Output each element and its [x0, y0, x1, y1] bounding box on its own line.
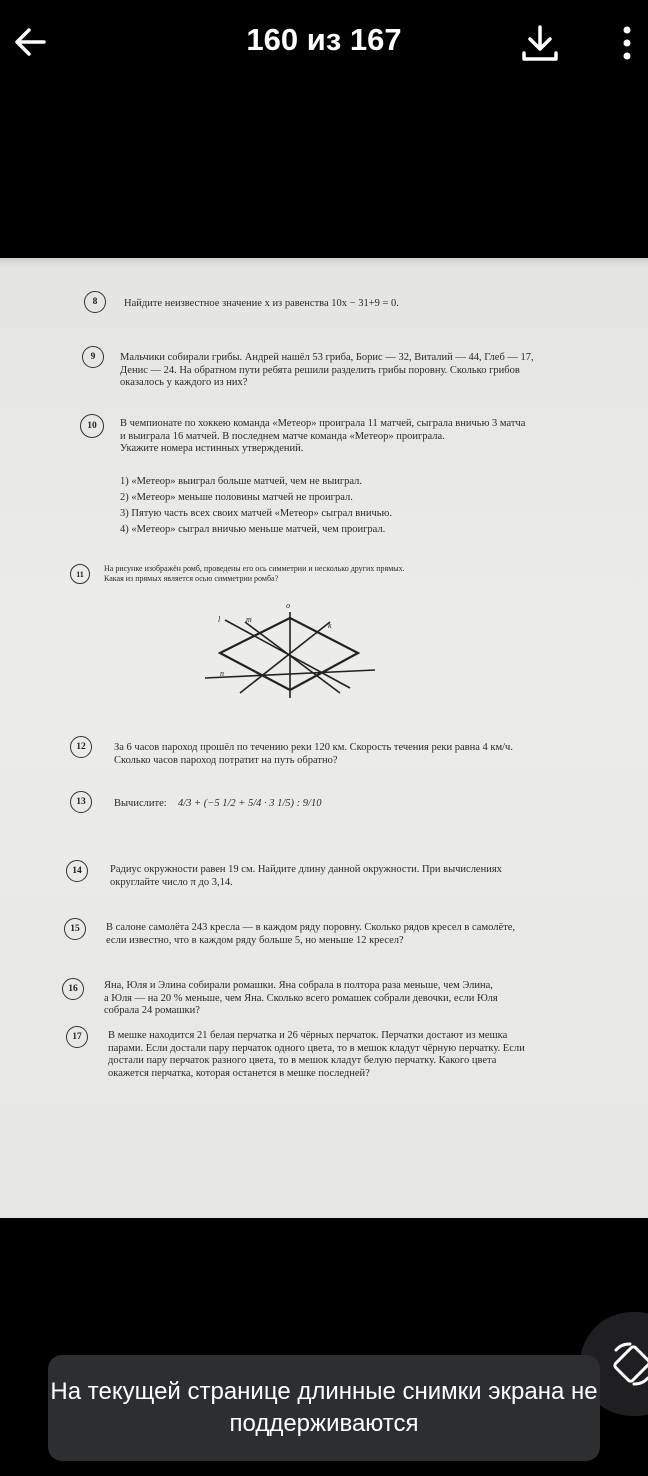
top-app-bar	[0, 0, 648, 90]
toast-text: На текущей странице длинные снимки экрана не поддерживаются	[50, 1378, 598, 1437]
task-text: Радиус окружности равен 19 см. Найдите длину данной окружности. При вычислениях округлайте число π до 3,14.	[110, 864, 502, 888]
option-item: 1) «Метеор» выиграл больше матчей, чем не выиграл.	[120, 476, 363, 487]
more-vertical-icon	[622, 26, 632, 60]
page-edge	[0, 258, 648, 268]
page-counter: 160 из 167	[246, 22, 402, 57]
task-text: На рисунке изображён ромб, проведены его ось симметрии и несколько других прямых. Какая из прямых является осью симметрии ромба?	[104, 564, 405, 583]
rhombus-figure	[200, 598, 380, 708]
task-number: 8	[84, 291, 106, 313]
task-text: В салоне самолёта 243 кресла — в каждом ряду поровну. Сколько рядов кресел в самолёте, если известно, что в каждом ряду больше 5, но меньше 12 кресел?	[106, 922, 515, 946]
download-button[interactable]	[514, 18, 566, 68]
option-item: 4) «Метеор» сыграл вничью меньше матчей, чем проиграл.	[120, 524, 386, 535]
option-item: 2) «Метеор» меньше половины матчей не проиграл.	[120, 492, 353, 503]
task-text: Яна, Юля и Элина собирали ромашки. Яна собрала в полтора раза меньше, чем Элина, а Юля — на 20 % меньше, чем Яна. Сколько всего ромашек собрали девочки, если Юля собрала 24 ромашки?	[104, 980, 498, 1016]
line-label: n	[220, 669, 224, 678]
task-text: В мешке находится 21 белая перчатка и 26 чёрных перчаток. Перчатки достают из мешка парами. Если достали пару перчаток одного цвета, то в мешок кладут чёрную перчатку. Если достали пару перчаток разного цвета, то в мешок кладут белую перчатку. Какого цвета окажется перчатка, которая останется в мешке последней?	[108, 1030, 525, 1079]
task-number: 9	[82, 346, 104, 368]
task-number: 10	[80, 414, 104, 438]
download-icon	[520, 23, 560, 63]
screen-rotate-icon	[610, 1340, 648, 1388]
task-text: Вычислите:	[114, 798, 167, 809]
task-number: 11	[70, 564, 90, 584]
task-text: За 6 часов пароход прошёл по течению реки 120 км. Скорость течения реки равна 4 км/ч. Сколько часов пароход потратит на путь обратно?	[114, 742, 513, 766]
task-number: 17	[66, 1026, 88, 1048]
task-text: Найдите неизвестное значение x из равенства 10x − 31+9 = 0.	[124, 298, 399, 309]
line-label: o	[286, 601, 290, 610]
toast-message	[48, 1355, 600, 1461]
line-label: l	[218, 615, 221, 624]
task-number: 13	[70, 791, 92, 813]
task-text: В чемпионате по хоккею команда «Метеор» проиграла 11 матчей, сыграла вничью 3 матча и выиграла 16 матчей. В последнем матче команда «Метеор» проиграла. Укажите номера истинных утверждений.	[120, 418, 526, 454]
option-item: 3) Пятую часть всех своих матчей «Метеор» сыграл вничью.	[120, 508, 393, 519]
task-number: 15	[64, 918, 86, 940]
page-image[interactable]	[0, 258, 648, 1218]
math-expression: 4/3 + (−5 1/2 + 5/4 · 3 1/5) : 9/10	[178, 798, 322, 809]
task-number: 16	[62, 978, 84, 1000]
more-options-button[interactable]	[610, 20, 644, 66]
line-label: m	[246, 615, 252, 624]
task-number: 14	[66, 860, 88, 882]
task-number: 12	[70, 736, 92, 758]
task-text: Мальчики собирали грибы. Андрей нашёл 53 гриба, Борис — 32, Виталий — 44, Глеб — 17, Денис — 24. На обратном пути ребята решили разделить грибы поровну. Сколько грибов оказалось у каждого из них?	[120, 352, 534, 388]
line-label: k	[328, 621, 332, 630]
